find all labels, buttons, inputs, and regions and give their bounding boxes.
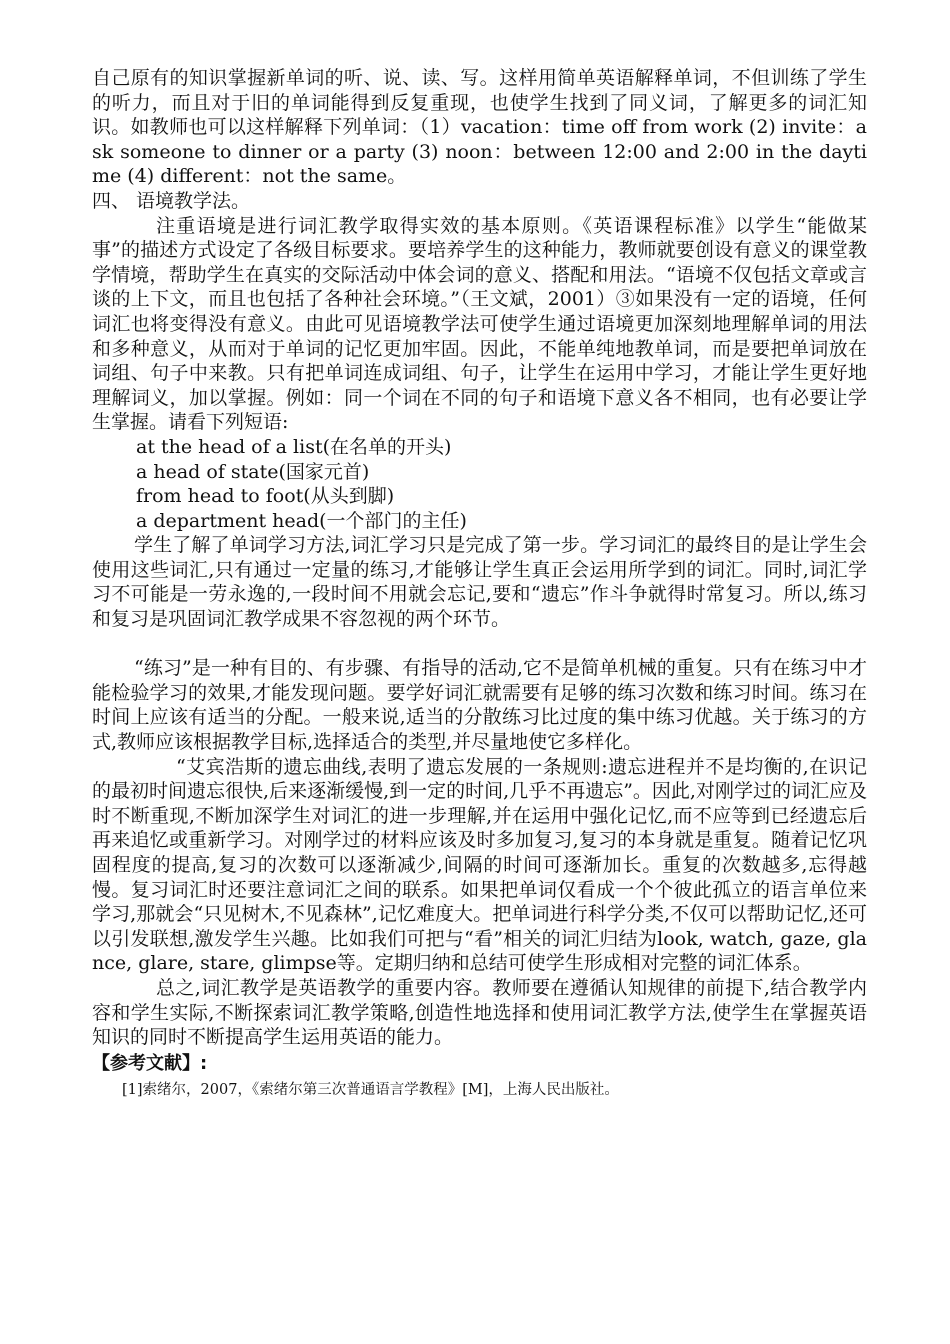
blank-line [92, 632, 867, 657]
paragraph-conclusion: 总之,词汇教学是英语教学的重要内容。教师要在遵循认知规律的前提下,结合教学内容和学生实际,不断探索词汇教学策略,创造性地选择和使用词汇教学方法,使学生在掌握英语知识的同时不断提高学生运用英语的能力。 [92, 976, 867, 1049]
section-heading-context-teaching: 四、 语境教学法。 [92, 189, 251, 212]
reference-item-1: [1]索绪尔，2007，《索绪尔第三次普通语言学教程》[M]，上海人民出版社。 [122, 1081, 619, 1098]
example-phrase-3: from head to foot(从头到脚) [136, 485, 395, 508]
example-phrase-1: at the head of a list(在名单的开头) [136, 435, 452, 458]
paragraph-word-explanation: 自己原有的知识掌握新单词的听、说、读、写。这样用简单英语解释单词，不但训练了学生的听力，而且对于旧的单词能得到反复重现，也使学生找到了同义词，了解更多的词汇知识。如教师也可以这样解释下列单词：（1）vacation：time off from work (2) invite：ask someone to dinner or a party (3) noon：between 12:00 and 2:00 in the daytime (4) different：not the same。 [92, 67, 867, 188]
paragraph-context-principle: 注重语境是进行词汇教学取得实效的基本原则。《英语课程标准》以学生“能做某事”的描述方式设定了各级目标要求。要培养学生的这种能力，教师就要创设有意义的课堂教学情境，帮助学生在真实的交际活动中体会词的意义、搭配和用法。“语境不仅包括文章或言谈的上下文，而且也包括了各种社会环境。”（王文斌，2001）③如果没有一定的语境，任何词汇也将变得没有意义。由此可见语境教学法可使学生通过语境更加深刻地理解单词的用法和多种意义，从而对于单词的记忆更加牢固。因此，不能单纯地教单词，而是要把单词放在词组、句子中来教。只有把单词连成词组、句子，让学生在运用中学习，才能让学生更好地理解词义，加以掌握。例如：同一个词在不同的句子和语境下意义各不相同，也有必要让学生掌握。请看下列短语: [92, 214, 867, 434]
example-phrase-2: a head of state(国家元首) [136, 460, 370, 483]
references-heading: 【参考文献】: [92, 1052, 208, 1074]
example-phrase-4: a department head(一个部门的主任) [136, 509, 467, 532]
paragraph-practice-definition: “练习”是一种有目的、有步骤、有指导的活动,它不是简单机械的重复。只有在练习中才能检验学习的效果,才能发现问题。要学好词汇就需要有足够的练习次数和练习时间。练习在时间上应该有适当的分配。一般来说,适当的分散练习比过度的集中练习优越。关于练习的方式,教师应该根据教学目标,选择适合的类型,并尽量地使它多样化。 [92, 657, 867, 754]
paragraph-practice-review: 学生了解了单词学习方法,词汇学习只是完成了第一步。学习词汇的最终目的是让学生会使用这些词汇,只有通过一定量的练习,才能够让学生真正会运用所学到的词汇。同时,词汇学习不可能是一劳永逸的,一段时间不用就会忘记,要和“遗忘”作斗争就得时常复习。所以,练习和复习是巩固词汇教学成果不容忽视的两个环节。 [92, 534, 867, 631]
document-page [92, 66, 867, 1102]
paragraph-forgetting-curve: “艾宾浩斯的遗忘曲线,表明了遗忘发展的一条规则:遗忘进程并不是均衡的,在识记的最初时间遗忘很快,后来逐渐缓慢,到一定的时间,几乎不再遗忘”。因此,对刚学过的词汇应及时不断重现,不断加深学生对词汇的进一步理解,并在运用中强化记忆,而不应等到已经遗忘后再来追忆或重新学习。对刚学过的材料应该及时多加复习,复习的本身就是重复。随着记忆巩固程度的提高,复习的次数可以逐渐减少,间隔的时间可逐渐加长。重复的次数越多,忘得越慢。复习词汇时还要注意词汇之间的联系。如果把单词仅看成一个个彼此孤立的语言单位来学习,那就会“只见树木,不见森林”,记忆难度大。把单词进行科学分类,不仅可以帮助记忆,还可以引发联想,激发学生兴趣。比如我们可把与“看”相关的词汇归结为look, watch, gaze, glance, glare, stare, glimpse等。定期归纳和总结可使学生形成相对完整的词汇体系。 [92, 755, 867, 975]
